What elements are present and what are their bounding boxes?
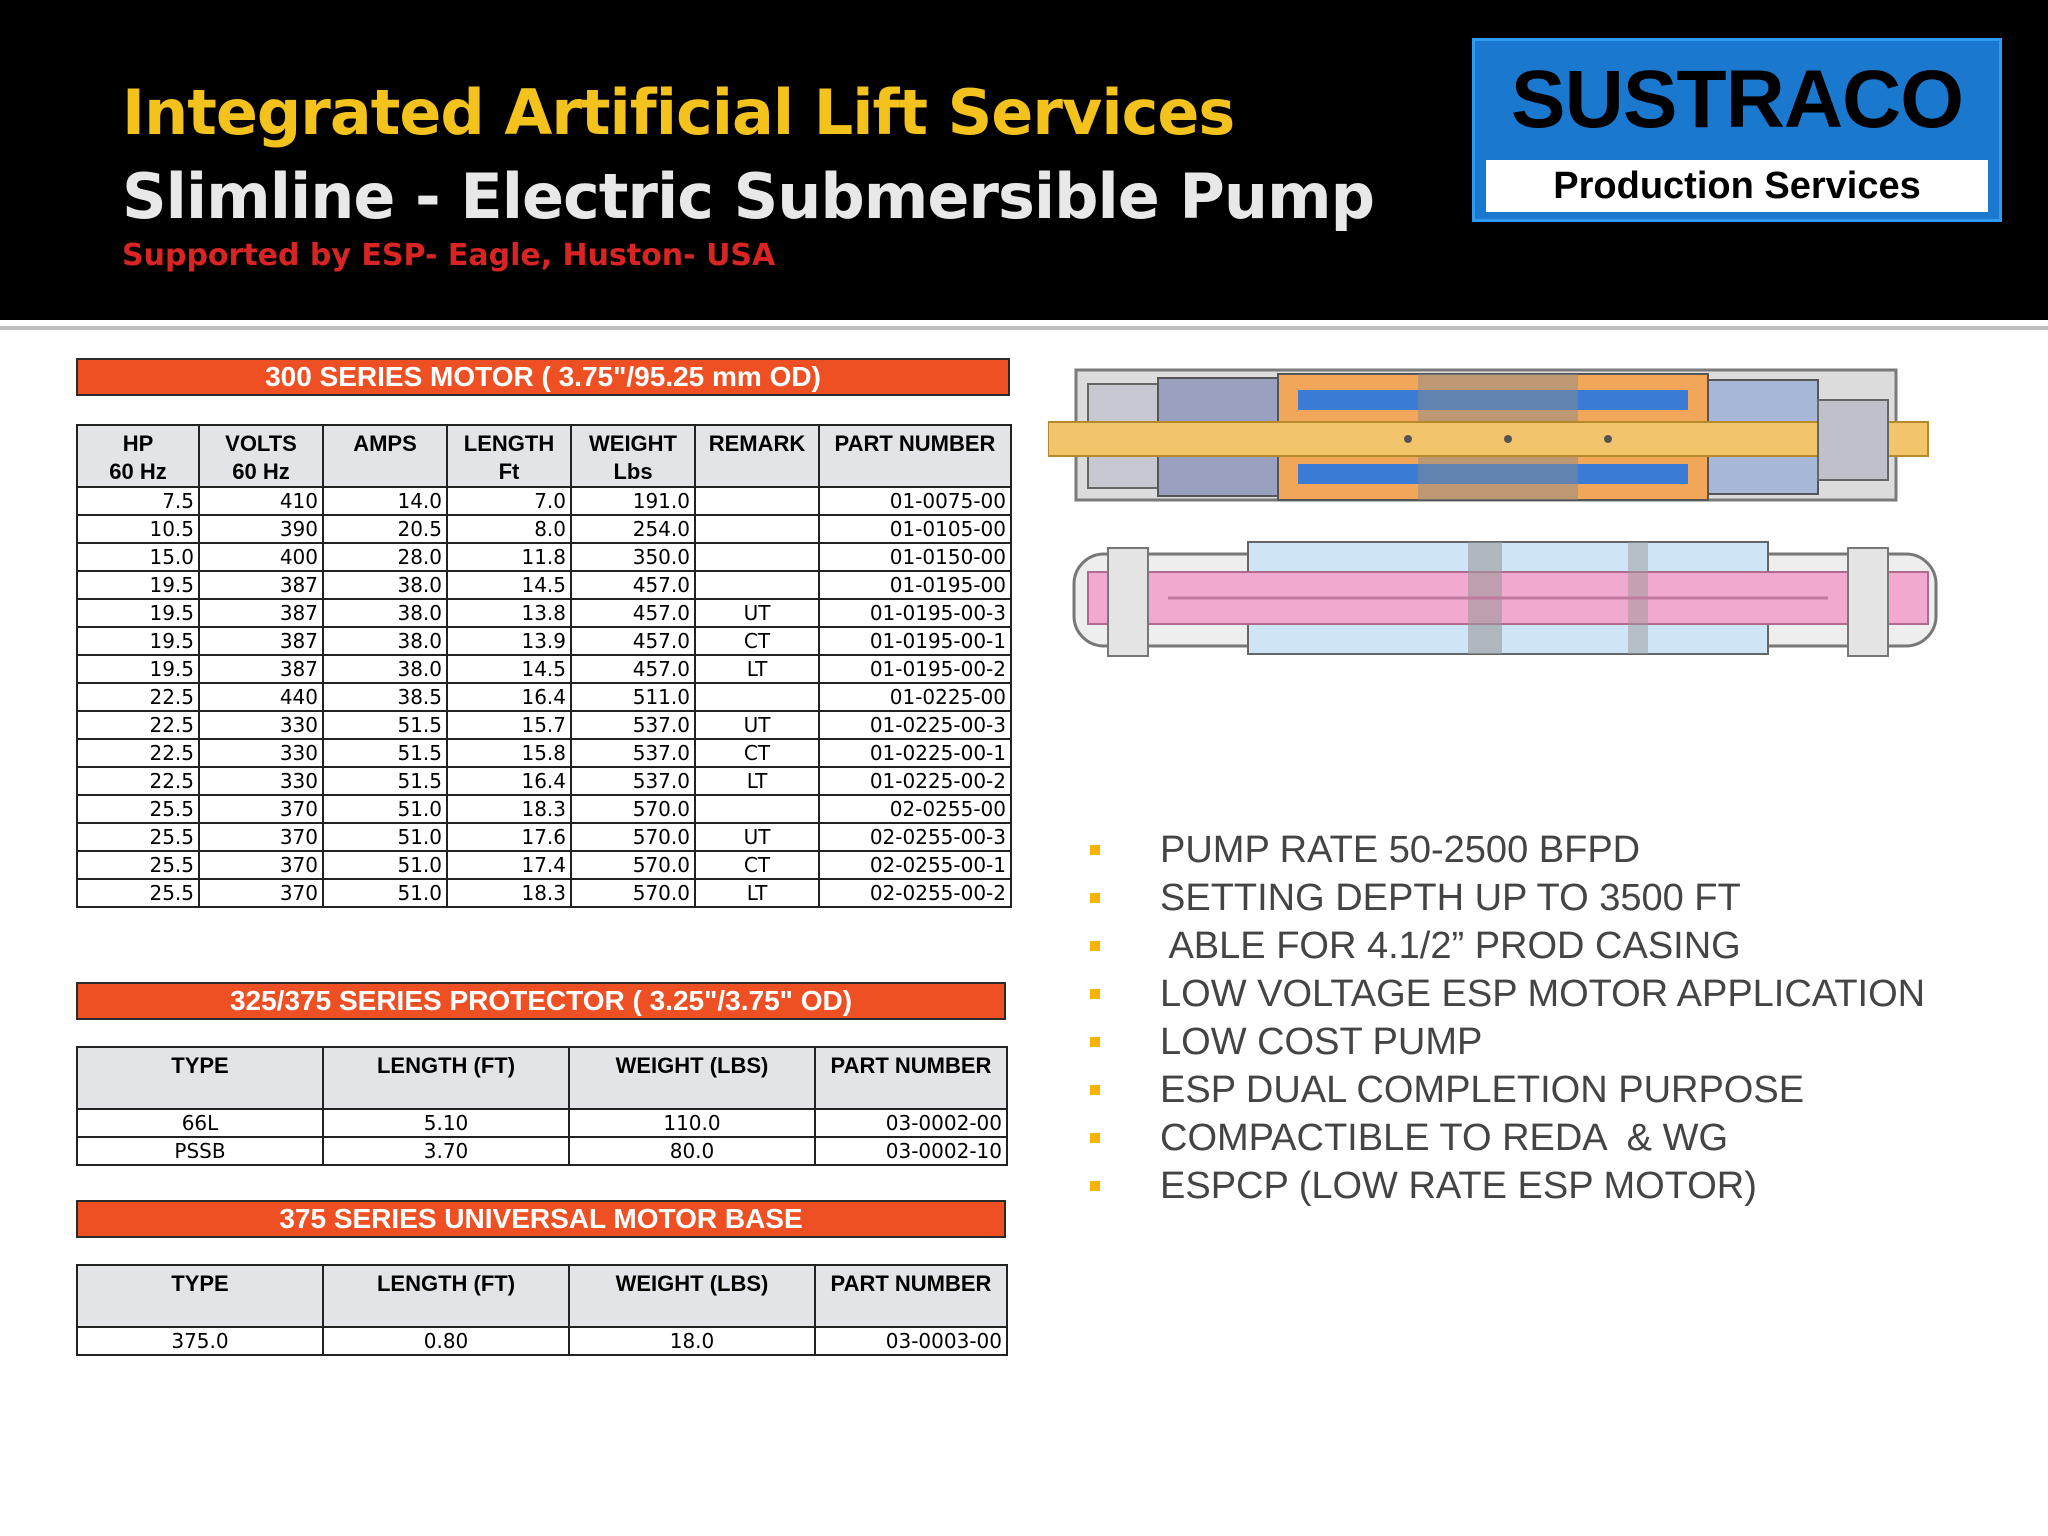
table-cell (695, 571, 819, 599)
support-line: Supported by ESP- Eagle, Huston- USA (122, 238, 776, 273)
table-cell: 02-0255-00-1 (819, 851, 1011, 879)
table-cell (695, 543, 819, 571)
bullet-square-icon (1090, 1133, 1100, 1143)
table-cell: 03-0002-00 (815, 1109, 1007, 1137)
table-cell (695, 487, 819, 515)
table-cell (695, 683, 819, 711)
feature-item (1086, 1066, 1925, 1114)
table-cell: PSSB (77, 1137, 323, 1165)
table-cell: 01-0225-00-3 (819, 711, 1011, 739)
table-cell: UT (695, 599, 819, 627)
bullet-square-icon (1090, 1037, 1100, 1047)
table-cell: 51.0 (323, 795, 447, 823)
table-cell: 387 (199, 599, 323, 627)
table-cell: 02-0255-00-2 (819, 879, 1011, 907)
col-amps: AMPS (323, 425, 447, 487)
bullet-square-icon (1090, 1181, 1100, 1191)
table-cell: 15.0 (77, 543, 199, 571)
table-cell: 110.0 (569, 1109, 815, 1137)
motor-cutaway-illustration (1048, 360, 1948, 520)
page-subtitle: Slimline - Electric Submersible Pump (122, 160, 1374, 233)
table-cell: 51.5 (323, 739, 447, 767)
table-cell: 7.5 (77, 487, 199, 515)
feature-item (1086, 1018, 1925, 1066)
table-cell: 25.5 (77, 879, 199, 907)
table-row (77, 851, 1011, 879)
table-cell: 457.0 (571, 627, 695, 655)
table-cell: 25.5 (77, 823, 199, 851)
logo-name: SUSTRACO (1510, 54, 1964, 145)
table-cell: 01-0150-00 (819, 543, 1011, 571)
table-cell: 0.80 (323, 1327, 569, 1355)
table-cell: 330 (199, 711, 323, 739)
col-type: TYPE (77, 1047, 323, 1109)
feature-item (1086, 1114, 1925, 1162)
table-cell: 350.0 (571, 543, 695, 571)
base-banner: 375 SERIES UNIVERSAL MOTOR BASE (76, 1200, 1006, 1238)
table-row (77, 655, 1011, 683)
table-cell: 570.0 (571, 823, 695, 851)
table-cell: 22.5 (77, 711, 199, 739)
table-row (77, 683, 1011, 711)
table-cell: 14.5 (447, 655, 571, 683)
table-cell: 16.4 (447, 683, 571, 711)
table-cell: 01-0195-00 (819, 571, 1011, 599)
table-cell: 13.9 (447, 627, 571, 655)
header-divider (0, 326, 2048, 330)
col-part-number: PART NUMBER (819, 425, 1011, 487)
table-row (77, 515, 1011, 543)
table-row (77, 711, 1011, 739)
table-cell: 15.7 (447, 711, 571, 739)
table-cell: 51.5 (323, 767, 447, 795)
table-row (77, 739, 1011, 767)
table-row (77, 599, 1011, 627)
table-cell: 5.10 (323, 1109, 569, 1137)
table-cell: 15.8 (447, 739, 571, 767)
table-cell (695, 515, 819, 543)
motor-banner: 300 SERIES MOTOR ( 3.75"/95.25 mm OD) (76, 358, 1010, 396)
feature-text: ESPCP (LOW RATE ESP MOTOR) (1160, 1165, 1757, 1207)
table-cell: 387 (199, 655, 323, 683)
feature-text: SETTING DEPTH UP TO 3500 FT (1160, 877, 1741, 919)
sustraco-logo (1472, 38, 2002, 222)
table-cell: 20.5 (323, 515, 447, 543)
table-cell: 18.3 (447, 795, 571, 823)
table-row (77, 795, 1011, 823)
col-part-number: PART NUMBER (815, 1047, 1007, 1109)
feature-text: ABLE FOR 4.1/2” PROD CASING (1160, 925, 1741, 967)
feature-text: PUMP RATE 50-2500 BFPD (1160, 829, 1641, 871)
table-cell: 01-0195-00-3 (819, 599, 1011, 627)
table-cell: 19.5 (77, 655, 199, 683)
col-type: TYPE (77, 1265, 323, 1327)
protector-cutaway-illustration (1068, 528, 1948, 668)
table-cell: 38.0 (323, 627, 447, 655)
table-cell: 22.5 (77, 683, 199, 711)
table-cell (695, 795, 819, 823)
feature-item (1086, 826, 1925, 874)
feature-text: ESP DUAL COMPLETION PURPOSE (1160, 1069, 1805, 1111)
col-volts: VOLTS 60 Hz (199, 425, 323, 487)
page-title: Integrated Artificial Lift Services (122, 76, 1235, 149)
table-cell: 400 (199, 543, 323, 571)
table-row (77, 543, 1011, 571)
table-cell: 16.4 (447, 767, 571, 795)
table-cell: 537.0 (571, 767, 695, 795)
feature-item (1086, 874, 1925, 922)
table-cell: 10.5 (77, 515, 199, 543)
table-cell: 457.0 (571, 599, 695, 627)
table-cell: CT (695, 851, 819, 879)
table-row (77, 767, 1011, 795)
table-cell: 17.4 (447, 851, 571, 879)
table-row (77, 1137, 1007, 1165)
protector-table (76, 1046, 1008, 1166)
table-cell: 51.5 (323, 711, 447, 739)
bullet-square-icon (1090, 1085, 1100, 1095)
table-cell: 14.0 (323, 487, 447, 515)
table-cell: 19.5 (77, 599, 199, 627)
feature-list (1086, 826, 1925, 1210)
table-cell: 02-0255-00-3 (819, 823, 1011, 851)
table-cell: 370 (199, 795, 323, 823)
table-cell: 440 (199, 683, 323, 711)
col-length: LENGTH (FT) (323, 1265, 569, 1327)
table-cell: 25.5 (77, 851, 199, 879)
table-cell: 375.0 (77, 1327, 323, 1355)
table-cell: 38.0 (323, 571, 447, 599)
table-cell: 370 (199, 823, 323, 851)
table-row (77, 879, 1011, 907)
bullet-square-icon (1090, 845, 1100, 855)
table-cell: 25.5 (77, 795, 199, 823)
col-weight: WEIGHT Lbs (571, 425, 695, 487)
table-cell: 17.6 (447, 823, 571, 851)
table-cell: 51.0 (323, 823, 447, 851)
table-cell: 537.0 (571, 711, 695, 739)
table-cell: 387 (199, 571, 323, 599)
table-cell: 254.0 (571, 515, 695, 543)
feature-item (1086, 1162, 1925, 1210)
table-cell: 457.0 (571, 571, 695, 599)
table-cell: UT (695, 711, 819, 739)
feature-text: COMPACTIBLE TO REDA & WG (1160, 1117, 1728, 1159)
table-cell: 22.5 (77, 767, 199, 795)
table-cell: 11.8 (447, 543, 571, 571)
table-cell: 3.70 (323, 1137, 569, 1165)
table-cell: 38.0 (323, 599, 447, 627)
motor-table (76, 424, 1012, 908)
table-cell: 02-0255-00 (819, 795, 1011, 823)
table-cell: 01-0225-00-2 (819, 767, 1011, 795)
table-cell: LT (695, 767, 819, 795)
bullet-square-icon (1090, 941, 1100, 951)
table-cell: 570.0 (571, 851, 695, 879)
table-cell: 537.0 (571, 739, 695, 767)
col-remark: REMARK (695, 425, 819, 487)
table-row (77, 627, 1011, 655)
col-weight: WEIGHT (LBS) (569, 1047, 815, 1109)
table-cell: 01-0225-00 (819, 683, 1011, 711)
table-cell: 387 (199, 627, 323, 655)
table-cell: LT (695, 879, 819, 907)
table-row (77, 823, 1011, 851)
table-cell: 330 (199, 767, 323, 795)
table-cell: 01-0195-00-2 (819, 655, 1011, 683)
feature-item (1086, 922, 1925, 970)
table-row (77, 1327, 1007, 1355)
table-cell: 66L (77, 1109, 323, 1137)
table-cell: CT (695, 627, 819, 655)
table-cell: 38.5 (323, 683, 447, 711)
table-cell: 330 (199, 739, 323, 767)
table-cell: 511.0 (571, 683, 695, 711)
col-length: LENGTH Ft (447, 425, 571, 487)
feature-item (1086, 970, 1925, 1018)
col-weight: WEIGHT (LBS) (569, 1265, 815, 1327)
table-cell: 28.0 (323, 543, 447, 571)
table-cell: 22.5 (77, 739, 199, 767)
table-row (77, 571, 1011, 599)
bullet-square-icon (1090, 893, 1100, 903)
feature-text: LOW VOLTAGE ESP MOTOR APPLICATION (1160, 973, 1926, 1015)
header-band (0, 0, 2048, 320)
table-row (77, 1109, 1007, 1137)
logo-tagline: Production Services (1483, 157, 1991, 215)
protector-banner: 325/375 SERIES PROTECTOR ( 3.25"/3.75" OD) (76, 982, 1006, 1020)
table-cell: 01-0195-00-1 (819, 627, 1011, 655)
table-cell: 19.5 (77, 627, 199, 655)
table-cell: 51.0 (323, 879, 447, 907)
table-cell: 191.0 (571, 487, 695, 515)
table-cell: 7.0 (447, 487, 571, 515)
table-cell: 18.0 (569, 1327, 815, 1355)
bullet-square-icon (1090, 989, 1100, 999)
table-cell: 51.0 (323, 851, 447, 879)
table-row (77, 487, 1011, 515)
table-cell: 19.5 (77, 571, 199, 599)
table-cell: 13.8 (447, 599, 571, 627)
table-cell: 570.0 (571, 879, 695, 907)
table-cell: 18.3 (447, 879, 571, 907)
table-cell: 38.0 (323, 655, 447, 683)
base-table (76, 1264, 1008, 1356)
col-part-number: PART NUMBER (815, 1265, 1007, 1327)
table-cell: 8.0 (447, 515, 571, 543)
table-cell: 457.0 (571, 655, 695, 683)
col-length: LENGTH (FT) (323, 1047, 569, 1109)
table-cell: CT (695, 739, 819, 767)
table-cell: LT (695, 655, 819, 683)
table-cell: 570.0 (571, 795, 695, 823)
feature-text: LOW COST PUMP (1160, 1021, 1483, 1063)
col-hp: HP 60 Hz (77, 425, 199, 487)
table-cell: UT (695, 823, 819, 851)
table-cell: 370 (199, 851, 323, 879)
table-cell: 01-0075-00 (819, 487, 1011, 515)
table-cell: 80.0 (569, 1137, 815, 1165)
table-cell: 03-0003-00 (815, 1327, 1007, 1355)
table-cell: 410 (199, 487, 323, 515)
table-cell: 01-0105-00 (819, 515, 1011, 543)
table-cell: 370 (199, 879, 323, 907)
table-cell: 03-0002-10 (815, 1137, 1007, 1165)
table-cell: 390 (199, 515, 323, 543)
table-cell: 01-0225-00-1 (819, 739, 1011, 767)
table-cell: 14.5 (447, 571, 571, 599)
